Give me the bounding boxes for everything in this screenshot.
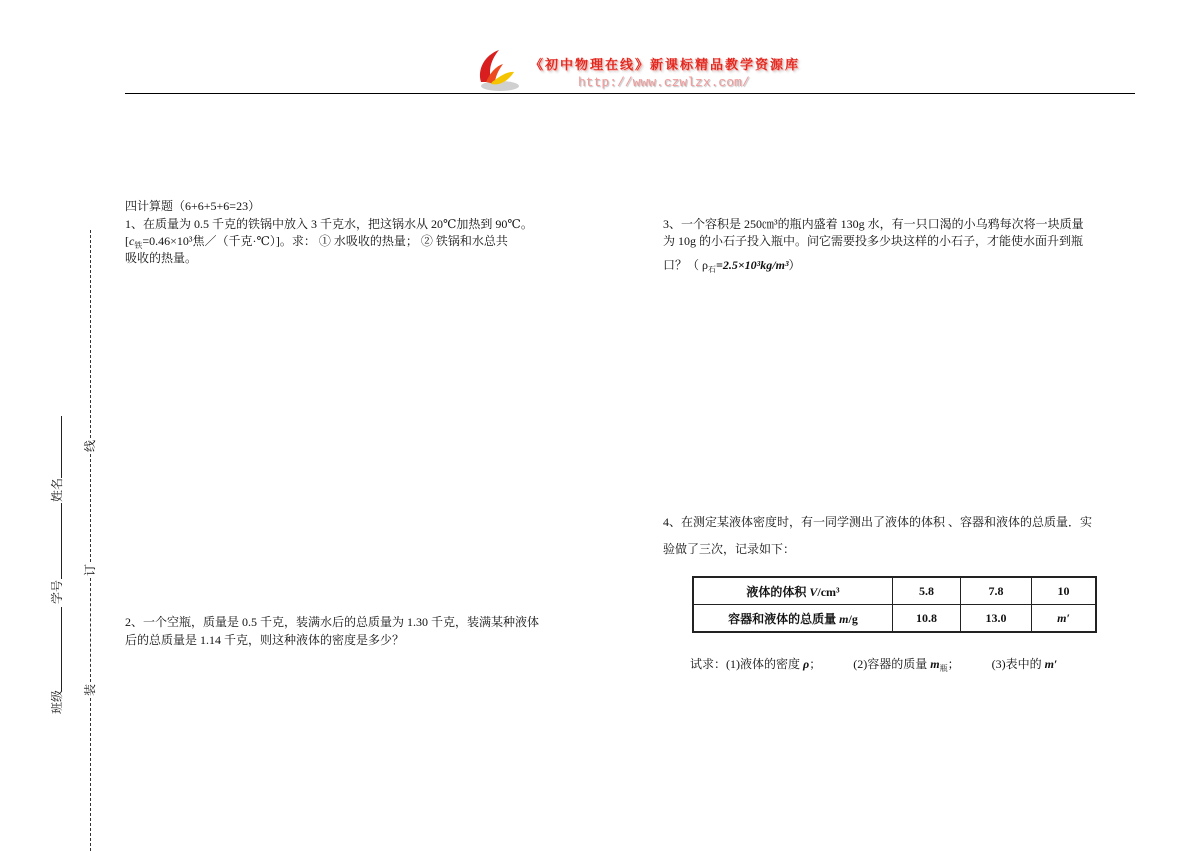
header-url: http://www.czwlzx.com/ — [578, 75, 750, 90]
q4-data-table — [692, 576, 1097, 633]
row-symbol: V — [809, 584, 818, 599]
binding-dashed-line — [90, 698, 91, 851]
binding-dashed-line — [90, 578, 91, 682]
q3-rho-subscript: 石 — [708, 265, 716, 274]
q3-line-2: 为 10g 的小石子投入瓶中。问它需要投多少块这样的小石子，才能使水面升到瓶 — [663, 234, 1084, 248]
row-symbol: m — [839, 611, 849, 626]
table-row — [693, 605, 1096, 633]
q1-line-1: 1、在质量为 0.5 千克的铁锅中放入 3 千克水，把这锅水从 20℃加热到 90℃。 — [125, 217, 533, 231]
binding-dashed-line — [90, 454, 91, 562]
q4-ask-part-2: (2)容器的质量 — [853, 657, 931, 671]
q4-ask-prefix: 试求： — [690, 657, 727, 671]
table-cell: 13.0 — [961, 605, 1032, 633]
q4-rho-symbol: ρ — [803, 657, 810, 671]
q4-ask-part-1: (1)液体的密度 — [726, 657, 804, 671]
binding-mark-line: 线 — [83, 440, 97, 453]
q2-line-1: 2、一个空瓶，质量是 0.5 千克，装满水后的总质量为 1.30 千克，装满某种液体 — [125, 615, 540, 629]
q2-line-2: 后的总质量是 1.14 千克，则这种液体的密度是多少？ — [125, 633, 405, 647]
binding-mark-bind: 装 — [83, 684, 97, 697]
q4-ask-separator: ； — [947, 657, 960, 671]
q4-line-2: 验做了三次，记录如下： — [663, 542, 796, 556]
q4-ask-line — [690, 656, 1057, 677]
row-unit: /cm³ — [817, 584, 840, 599]
class-field-line — [61, 607, 62, 691]
site-logo — [472, 47, 522, 93]
q4-m-subscript: 瓶 — [939, 664, 948, 673]
row-label-text: 液体的体积 — [746, 584, 810, 599]
header-title: 《初中物理在线》新课标精品教学资源库 — [530, 58, 801, 73]
row-label-text: 容器和液体的总质量 — [728, 611, 840, 626]
class-field-label: 班级 — [50, 690, 64, 715]
table-cell: 5.8 — [893, 577, 961, 605]
q1-c-subscript: 铁 — [134, 241, 143, 250]
q3-line-1: 3、一个容积是 250㎝³的瓶内盛着 130g 水，有一只口渴的小乌鸦每次将一块质量 — [663, 217, 1084, 231]
q1-c-symbol: c — [129, 234, 135, 248]
q3-line-3 — [663, 257, 801, 278]
table-cell: m′ — [1032, 605, 1097, 633]
q4-m-symbol: m — [930, 657, 940, 671]
q1-line-3: 吸收的热量。 — [125, 251, 198, 265]
q4-ask-separator: ； — [809, 657, 822, 671]
q1-line-2-text: =0.46×10³焦／（千克·℃）]。求： ① 水吸收的热量； ② 铁锅和水总共 — [142, 234, 508, 248]
table-row-label — [693, 577, 893, 605]
section-title: 四计算题（6+6+5+6=23） — [125, 199, 261, 213]
header-divider — [125, 93, 1135, 94]
q3-line-3-suffix: ） — [788, 258, 801, 272]
binding-dashed-line — [90, 230, 91, 438]
row-unit: /g — [848, 611, 858, 626]
name-field-line — [61, 416, 62, 478]
name-field-label: 姓名 — [50, 478, 64, 503]
student-id-field-label: 学号 — [50, 580, 64, 605]
table-cell: 10 — [1032, 577, 1097, 605]
table-cell: 10.8 — [893, 605, 961, 633]
q4-line-1: 4、在测定某液体密度时，有一同学测出了液体的体积 、容器和液体的总质量．实 — [663, 515, 1093, 529]
q4-ask-part-3: (3)表中的 — [991, 657, 1045, 671]
table-row-label — [693, 605, 893, 633]
binding-mark-staple: 订 — [83, 564, 97, 577]
q1-bracket: [ — [125, 234, 129, 248]
student-id-field-line — [61, 503, 62, 579]
q3-line-3-prefix: 口？（ ρ — [663, 258, 708, 272]
q4-m-prime-symbol: m′ — [1044, 657, 1058, 671]
table-cell: 7.8 — [961, 577, 1032, 605]
table-row — [693, 577, 1096, 605]
q3-density-formula: =2.5×10³kg/m³ — [716, 258, 789, 272]
